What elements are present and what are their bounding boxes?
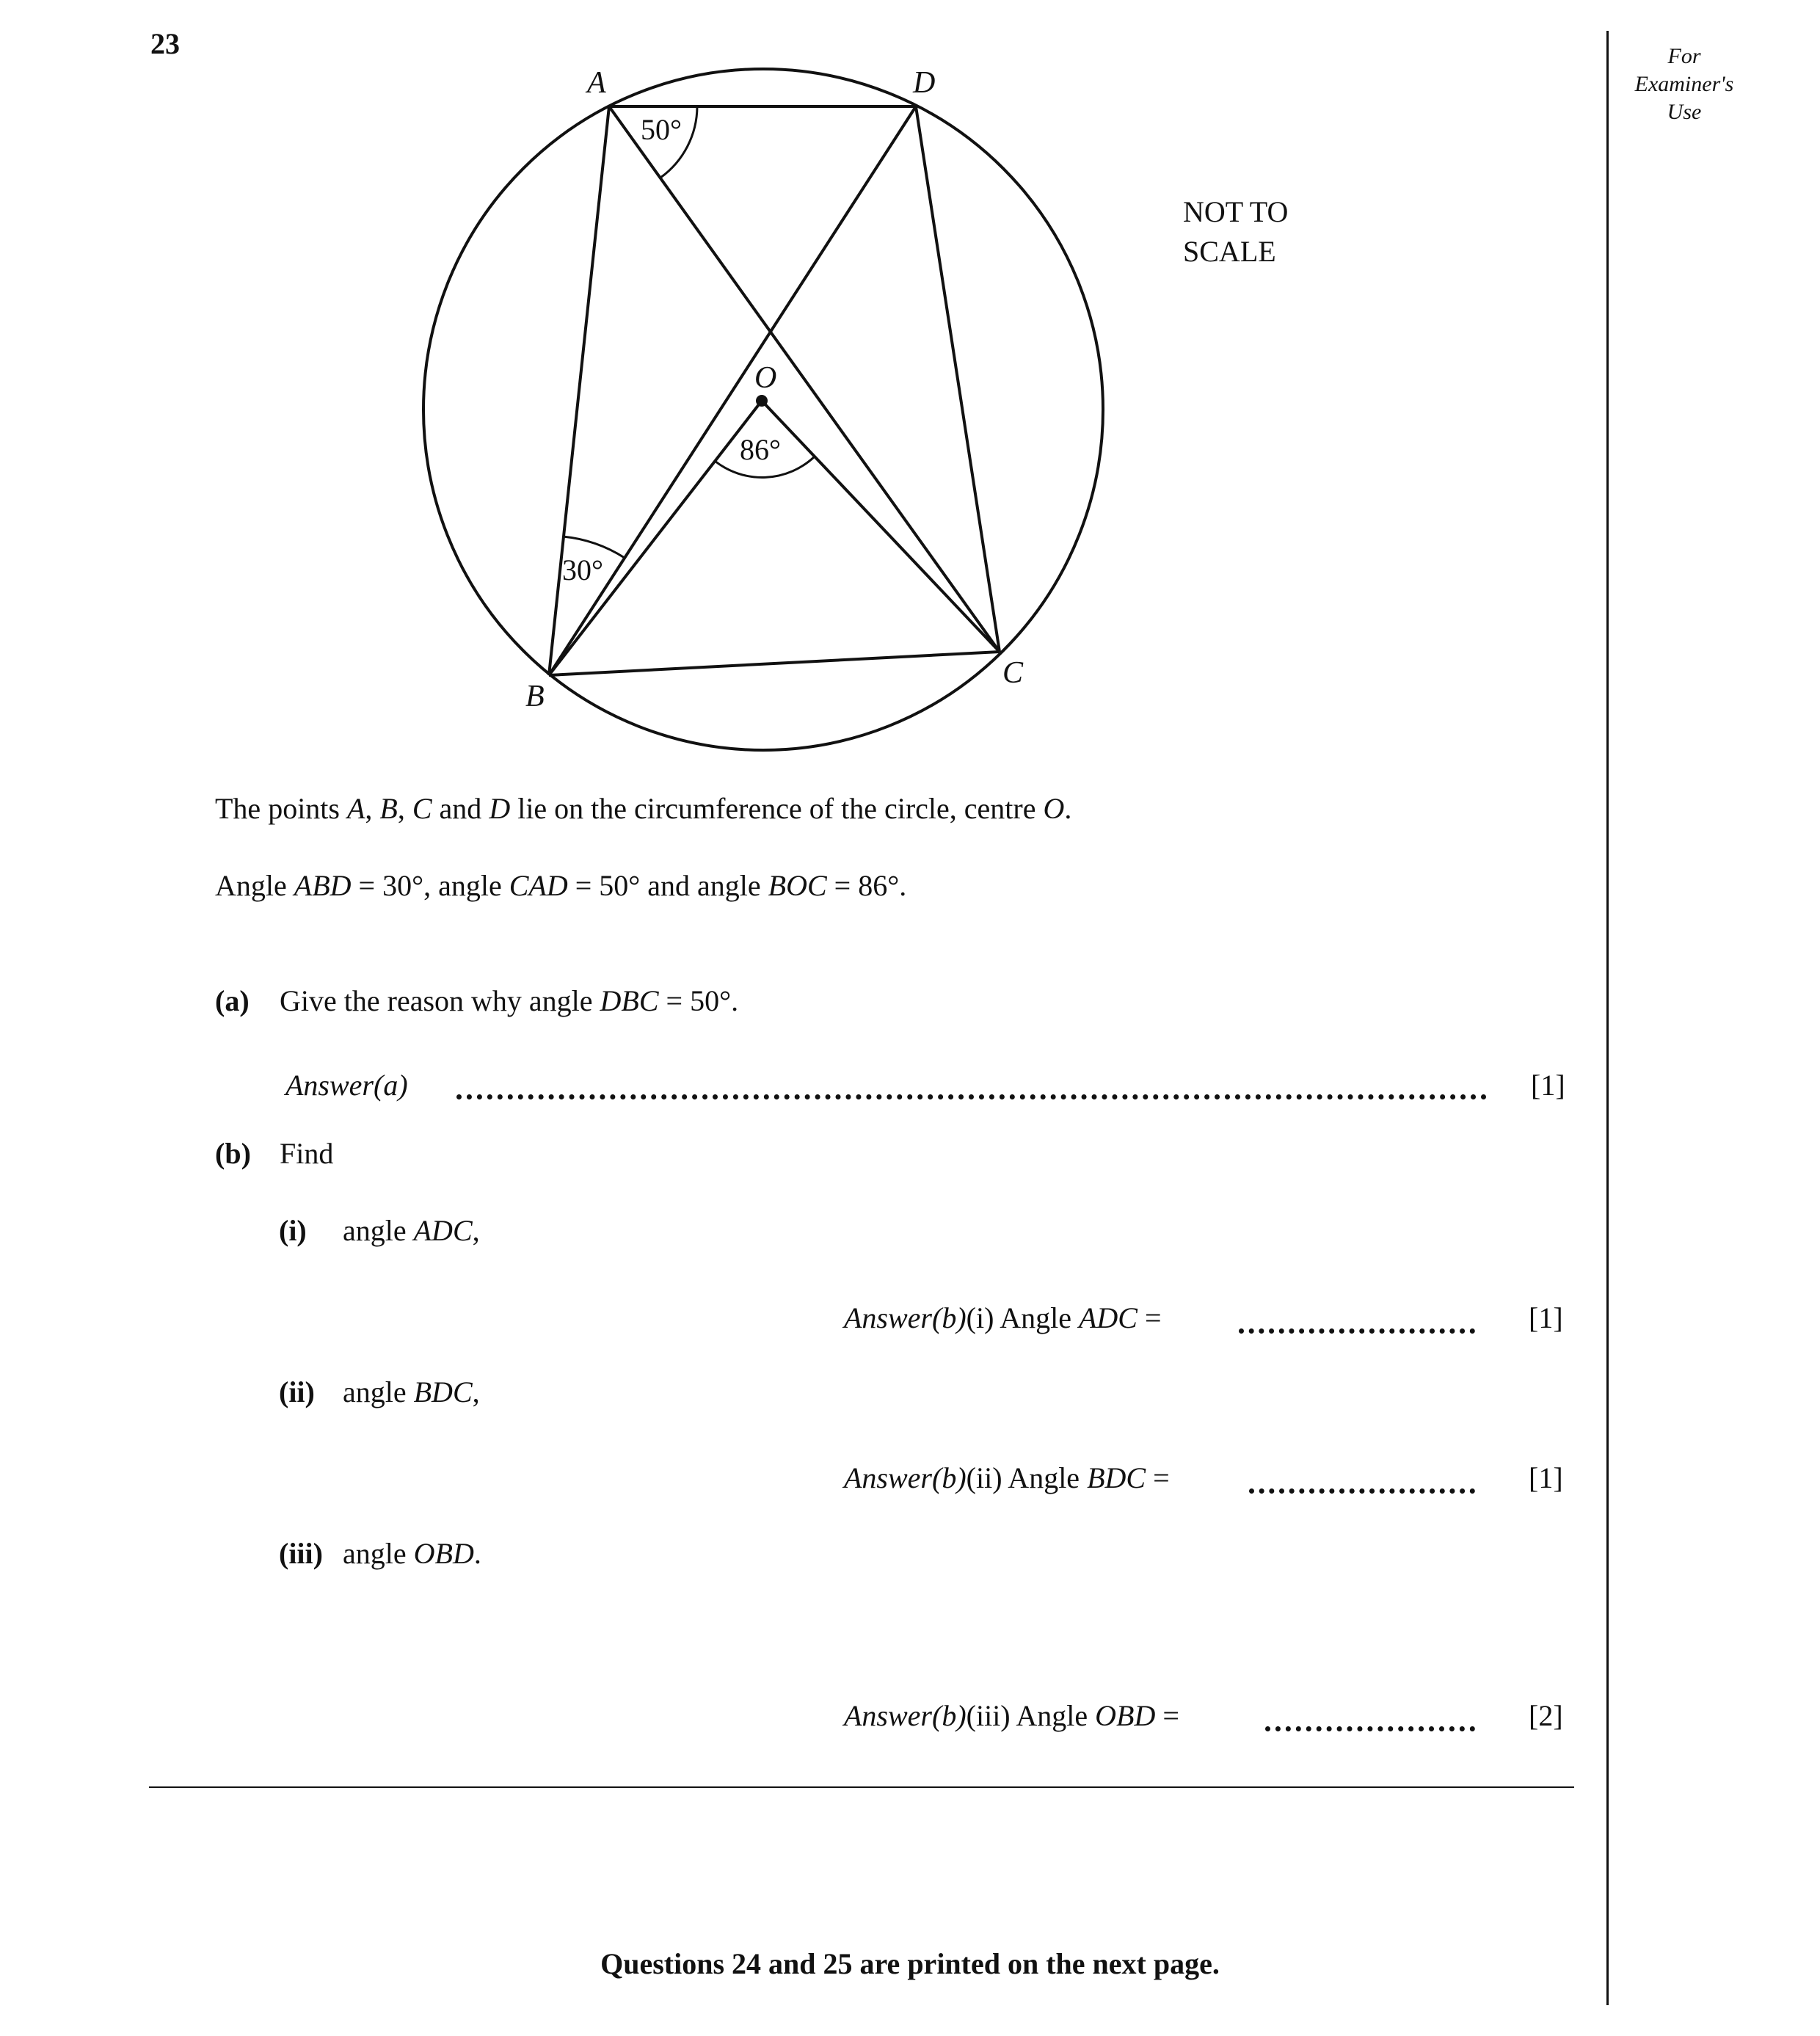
label-d: D [913, 66, 936, 100]
answer-b-ii-label: Answer(b)(ii) Angle BDC = [844, 1461, 1170, 1494]
line-bc [549, 652, 1000, 675]
section-divider [149, 1786, 1574, 1788]
angle-label-30: 30° [562, 553, 603, 586]
part-b-iii-label: (iii) [279, 1537, 323, 1570]
answer-b-ii-line[interactable] [1249, 1488, 1475, 1494]
label-a: A [587, 66, 606, 100]
not-to-scale-line-2: SCALE [1183, 235, 1276, 268]
line-oc [762, 401, 1000, 652]
answer-b-i-line[interactable] [1239, 1328, 1475, 1334]
examiner-line-2: Examiner's [1634, 72, 1734, 96]
part-a-label: (a) [215, 984, 250, 1017]
line-ac [609, 106, 1000, 652]
question-number: 23 [150, 27, 180, 60]
answer-b-iii-label: Answer(b)(iii) Angle OBD = [844, 1699, 1179, 1732]
circle-diagram [0, 0, 1820, 793]
mark-b-iii: [2] [1529, 1699, 1563, 1732]
angle-label-86: 86° [740, 433, 781, 466]
part-b-i-question: angle ADC, [343, 1214, 480, 1247]
part-b-text: Find [280, 1137, 334, 1170]
examiner-line-3: Use [1667, 100, 1702, 124]
footer-note: Questions 24 and 25 are printed on the next page. [600, 1947, 1220, 1980]
circle [423, 69, 1103, 750]
label-c: C [1002, 656, 1024, 690]
angle-label-50: 50° [641, 113, 682, 146]
label-o: O [754, 361, 777, 395]
line-ab [549, 106, 609, 675]
answer-a-line[interactable] [456, 1094, 1487, 1099]
mark-a: [1] [1531, 1069, 1565, 1102]
not-to-scale-line-1: NOT TO [1183, 195, 1289, 228]
part-b-iii-question: angle OBD. [343, 1537, 481, 1570]
answer-b-iii-line[interactable] [1265, 1726, 1475, 1731]
part-b-ii-question: angle BDC, [343, 1375, 480, 1408]
answer-b-i-label: Answer(b)(i) Angle ADC = [844, 1301, 1162, 1334]
line-bd [549, 106, 916, 675]
examiner-line-1: For [1667, 44, 1701, 68]
line-ob [549, 401, 762, 675]
intro-line-1: The points A, B, C and D lie on the circumference of the circle, centre O. [215, 792, 1072, 825]
part-b-label: (b) [215, 1137, 251, 1170]
line-dc [916, 106, 1000, 652]
intro-line-2: Angle ABD = 30°, angle CAD = 50° and angle BOC = 86°. [215, 869, 907, 902]
mark-b-ii: [1] [1529, 1461, 1563, 1494]
label-b: B [525, 680, 545, 713]
answer-a-label: Answer(a) [285, 1069, 408, 1102]
part-b-i-label: (i) [279, 1214, 307, 1247]
part-a-question: Give the reason why angle DBC = 50°. [280, 984, 739, 1017]
mark-b-i: [1] [1529, 1301, 1563, 1334]
centre-point [756, 395, 768, 407]
part-b-ii-label: (ii) [279, 1375, 315, 1408]
